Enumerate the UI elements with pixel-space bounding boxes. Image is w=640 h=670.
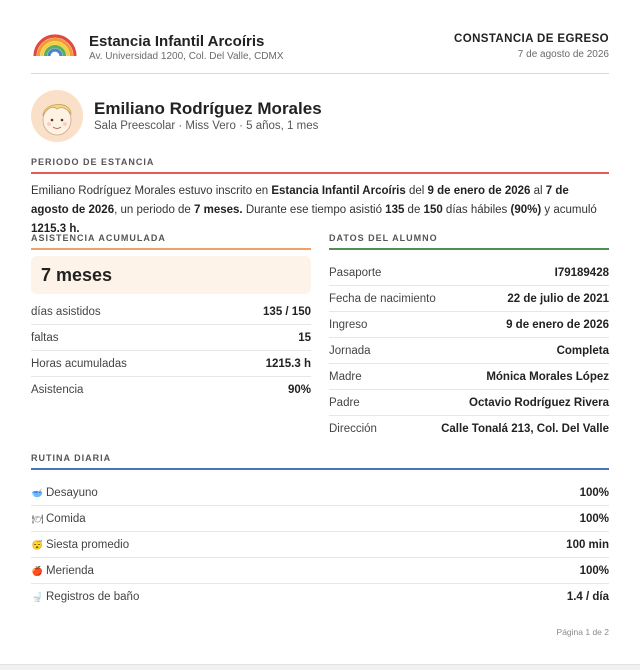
- periodo-text-part: al: [530, 185, 546, 197]
- datos-row: [329, 416, 609, 442]
- rutina-row-label-group: [31, 539, 129, 551]
- school-address: Av. Universidad 1200, Col. Del Valle, CDMX: [89, 51, 284, 62]
- row-label: Ingreso: [329, 319, 368, 331]
- document-title: CONSTANCIA DE EGRESO: [454, 33, 609, 45]
- row-value: 1215.3 h: [265, 358, 311, 370]
- row-value: 100%: [579, 487, 609, 499]
- datos-row: [329, 338, 609, 364]
- rutina-row: [31, 532, 609, 558]
- student-card: [31, 90, 609, 144]
- row-label: Asistencia: [31, 384, 84, 396]
- rutina-title: RUTINA DIARIA: [31, 453, 609, 470]
- row-value: 90%: [287, 384, 311, 396]
- row-value: 100%: [579, 513, 609, 525]
- periodo-school-name: Estancia Infantil Arcoíris: [271, 185, 406, 197]
- periodo-days-attended: 135: [385, 204, 405, 216]
- periodo-text-part: Durante ese tiempo asistió: [242, 204, 386, 216]
- periodo-text-part: , un periodo de: [114, 204, 195, 216]
- datos-row: [329, 260, 609, 286]
- periodo-duration: 7 meses.: [194, 204, 243, 216]
- row-label: Registros de baño: [46, 591, 140, 603]
- rutina-section: [31, 453, 609, 610]
- page-bottom-edge: [0, 664, 640, 670]
- asistencia-row: [31, 325, 311, 351]
- periodo-start-date: 9 de enero de 2026: [427, 185, 531, 197]
- datos-row: [329, 390, 609, 416]
- page-number: Página 1 de 2: [556, 627, 609, 637]
- student-name: Emiliano Rodríguez Morales: [94, 99, 322, 118]
- row-value: 9 de enero de 2026: [506, 319, 609, 331]
- apple-icon: 🍎: [31, 566, 44, 576]
- datos-row: [329, 312, 609, 338]
- row-value: 135 / 150: [263, 306, 311, 318]
- asistencia-row: [31, 351, 311, 377]
- asistencia-row: [31, 377, 311, 403]
- row-label: Siesta promedio: [46, 539, 130, 551]
- periodo-text-part: días hábiles: [442, 204, 511, 216]
- row-value: I79189428: [554, 267, 609, 279]
- row-label: Padre: [329, 397, 360, 409]
- periodo-text-part: de: [404, 204, 424, 216]
- rutina-row-label-group: [31, 487, 98, 499]
- asistencia-list: [31, 299, 311, 403]
- asistencia-row: [31, 299, 311, 325]
- row-value: 100%: [579, 565, 609, 577]
- document-date: 7 de agosto de 2026: [517, 49, 609, 60]
- row-label: Jornada: [329, 345, 371, 357]
- row-label: Pasaporte: [329, 267, 382, 279]
- plate-icon: 🍽: [31, 514, 44, 524]
- rutina-row: [31, 480, 609, 506]
- rutina-row: [31, 584, 609, 610]
- rutina-row-label-group: [31, 565, 94, 577]
- row-value: Mónica Morales López: [486, 371, 609, 383]
- datos-row: [329, 364, 609, 390]
- school-name: Estancia Infantil Arcoíris: [89, 33, 265, 50]
- row-label: días asistidos: [31, 306, 101, 318]
- periodo-text-part: del: [405, 185, 428, 197]
- row-label: Merienda: [46, 565, 94, 577]
- datos-section: [329, 233, 609, 442]
- row-value: Calle Tonalá 213, Col. Del Valle: [441, 423, 609, 435]
- bowl-icon: 🥣: [31, 488, 44, 498]
- asistencia-section: [31, 233, 311, 403]
- datos-title: DATOS DEL ALUMNO: [329, 233, 609, 250]
- rutina-row-label-group: [31, 513, 86, 525]
- periodo-text-part: y acumuló: [541, 204, 597, 216]
- row-value: 22 de julio de 2021: [507, 293, 609, 305]
- rutina-row-label-group: [31, 591, 139, 603]
- periodo-title: PERIODO DE ESTANCIA: [31, 157, 609, 174]
- row-label: Fecha de nacimiento: [329, 293, 436, 305]
- child-avatar-icon: [31, 90, 83, 142]
- asistencia-total: 7 meses: [31, 256, 311, 294]
- rutina-row: [31, 558, 609, 584]
- periodo-end-date: 7 de agosto de 2026: [31, 185, 569, 216]
- periodo-business-days: 150: [423, 204, 443, 216]
- student-details: Sala Preescolar · Miss Vero · 5 años, 1 mes: [94, 120, 319, 132]
- row-value: Octavio Rodríguez Rivera: [469, 397, 609, 409]
- rainbow-logo-icon: [33, 32, 77, 58]
- sleeping-face-icon: 😴: [31, 540, 44, 550]
- row-value: 1.4 / día: [566, 591, 609, 603]
- periodo-text-part: Emiliano Rodríguez Morales estuvo inscrito en: [31, 185, 272, 197]
- row-label: Madre: [329, 371, 362, 383]
- row-label: faltas: [31, 332, 59, 344]
- periodo-paragraph: [31, 182, 609, 239]
- asistencia-title: ASISTENCIA ACUMULADA: [31, 233, 311, 250]
- row-value: 15: [298, 332, 311, 344]
- periodo-hours: 1215.3 h.: [31, 223, 80, 235]
- toilet-icon: 🚽: [31, 592, 44, 602]
- rutina-list: [31, 480, 609, 610]
- row-value: 100 min: [566, 539, 609, 551]
- row-label: Dirección: [329, 423, 377, 435]
- row-value: Completa: [556, 345, 609, 357]
- document-header: [31, 30, 609, 74]
- periodo-attendance-percent: (90%): [510, 204, 542, 216]
- row-label: Comida: [46, 513, 86, 525]
- datos-list: [329, 260, 609, 442]
- row-label: Horas acumuladas: [31, 358, 127, 370]
- row-label: Desayuno: [46, 487, 98, 499]
- datos-row: [329, 286, 609, 312]
- periodo-section: [31, 157, 609, 239]
- rutina-row: [31, 506, 609, 532]
